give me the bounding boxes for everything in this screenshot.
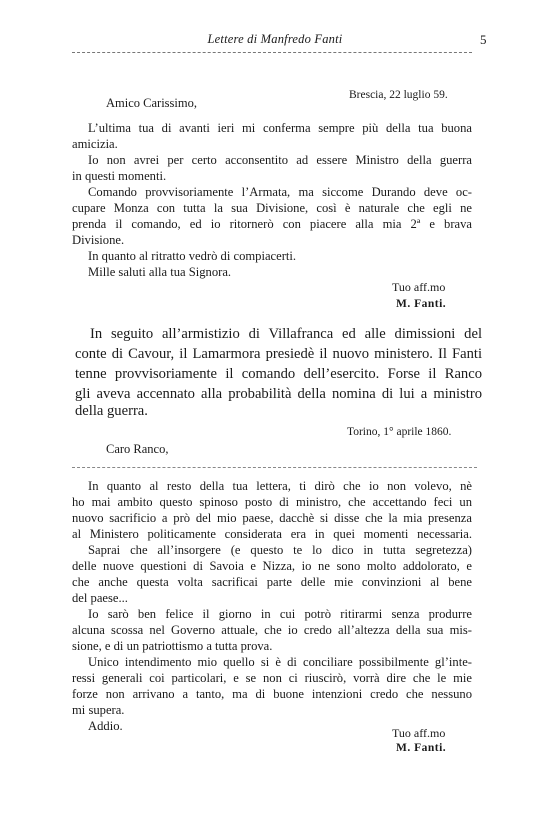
letter1-line: Mille saluti alla tua Signora. <box>88 265 232 279</box>
letter1-line: L’ultima tua di avanti ieri mi conferma sempre più della tua buona <box>88 121 472 135</box>
letter1-line: prenda il comando, ed io ritornerò con piacere alla mia 2ª e brava <box>72 217 472 231</box>
narrative-line: conte di Cavour, il Lamarmora presiedè il nuovo ministero. Il Fanti <box>75 346 482 362</box>
letter1-line: Comando provvisoriamente l’Armata, ma siccome Durando deve oc- <box>88 185 472 199</box>
letter1-line: in questi momenti. <box>72 169 167 183</box>
letter2-line: Saprai che all’insorgere (e questo te lo dico in tutta segretezza) <box>88 543 472 557</box>
letter1-line: Divisione. <box>72 233 125 247</box>
narrative-line: gli aveva accennato alla probabilità della nomina di lui a ministro <box>75 386 482 402</box>
letter2-line: ho mai ambito questo spinoso posto di ministro, che accettando feci un <box>72 495 472 509</box>
letter1-line: Io non avrei per certo acconsentito ad essere Ministro della guerra <box>88 153 472 167</box>
letter2-closing: Tuo aff.mo <box>392 726 446 740</box>
letter2-line: Unico intendimento mio quello si è di conciliare possibilmente gl’inte- <box>88 655 472 669</box>
letter1-closing: Tuo aff.mo <box>392 280 446 294</box>
letter2-line: sione, e di un patriottismo a tutta prova. <box>72 639 273 653</box>
letter1-line: amicizia. <box>72 137 118 151</box>
letter1-dateline: Brescia, 22 luglio 59. <box>349 89 448 101</box>
letter2-signature: M. Fanti. <box>396 742 447 754</box>
letter-divider <box>72 467 477 468</box>
letter2-line: Io sarò ben felice il giorno in cui potrò ritirarmi senza produrre <box>88 607 472 621</box>
header-divider <box>72 52 472 53</box>
narrative-line: In seguito all’armistizio di Villafranca ed alle dimissioni del <box>90 326 482 342</box>
letter2-line: In quanto al resto della tua lettera, ti dirò che io non volevo, nè <box>88 479 472 493</box>
letter2-dateline: Torino, 1° aprile 1860. <box>347 426 452 438</box>
letter2-salutation: Caro Ranco, <box>106 442 169 456</box>
narrative-line: tenne provvisoriamente il comando dell’esercito. Forse il Ranco <box>75 366 482 382</box>
letter2-line: che anche questa volta sacrificai parte delle mie convinzioni al bene <box>72 575 472 589</box>
letter2-line: nuovo sacrificio a prò del mio paese, dacchè si disse che la mia presenza <box>72 511 472 525</box>
running-header-title: Lettere di Manfredo Fanti <box>207 32 343 46</box>
letter2-line: delle nuove questioni di Savoia e Nizza, io ne sono molto addolorato, e <box>72 559 472 573</box>
letter1-signature: M. Fanti. <box>396 298 447 310</box>
page-number: 5 <box>480 32 487 47</box>
letter1-line: In quanto al ritratto vedrò di compiacerti. <box>88 249 297 263</box>
letter2-line: al Ministero politicamente considerata era in quei momenti necessaria. <box>72 527 472 541</box>
letter1-line: cupare Monza con tutta la sua Divisione, così è naturale che egli ne <box>72 201 472 215</box>
letter2-line: del paese... <box>72 591 128 605</box>
letter2-line: ressi generali coi particolari, e se non ci riuscirò, vorrà dire che le mie <box>72 671 472 685</box>
letter2-line: forze non arrivano a tanto, ma di buone intenzioni credo che nessuno <box>72 687 472 701</box>
letter2-line: Addio. <box>88 719 123 733</box>
letter1-salutation: Amico Carissimo, <box>106 96 197 110</box>
letter2-line: alcuna scossa nel Governo attuale, che io credo all’altezza della sua mis- <box>72 623 472 637</box>
letter2-line: mi supera. <box>72 703 125 717</box>
narrative-line: della guerra. <box>75 403 148 419</box>
